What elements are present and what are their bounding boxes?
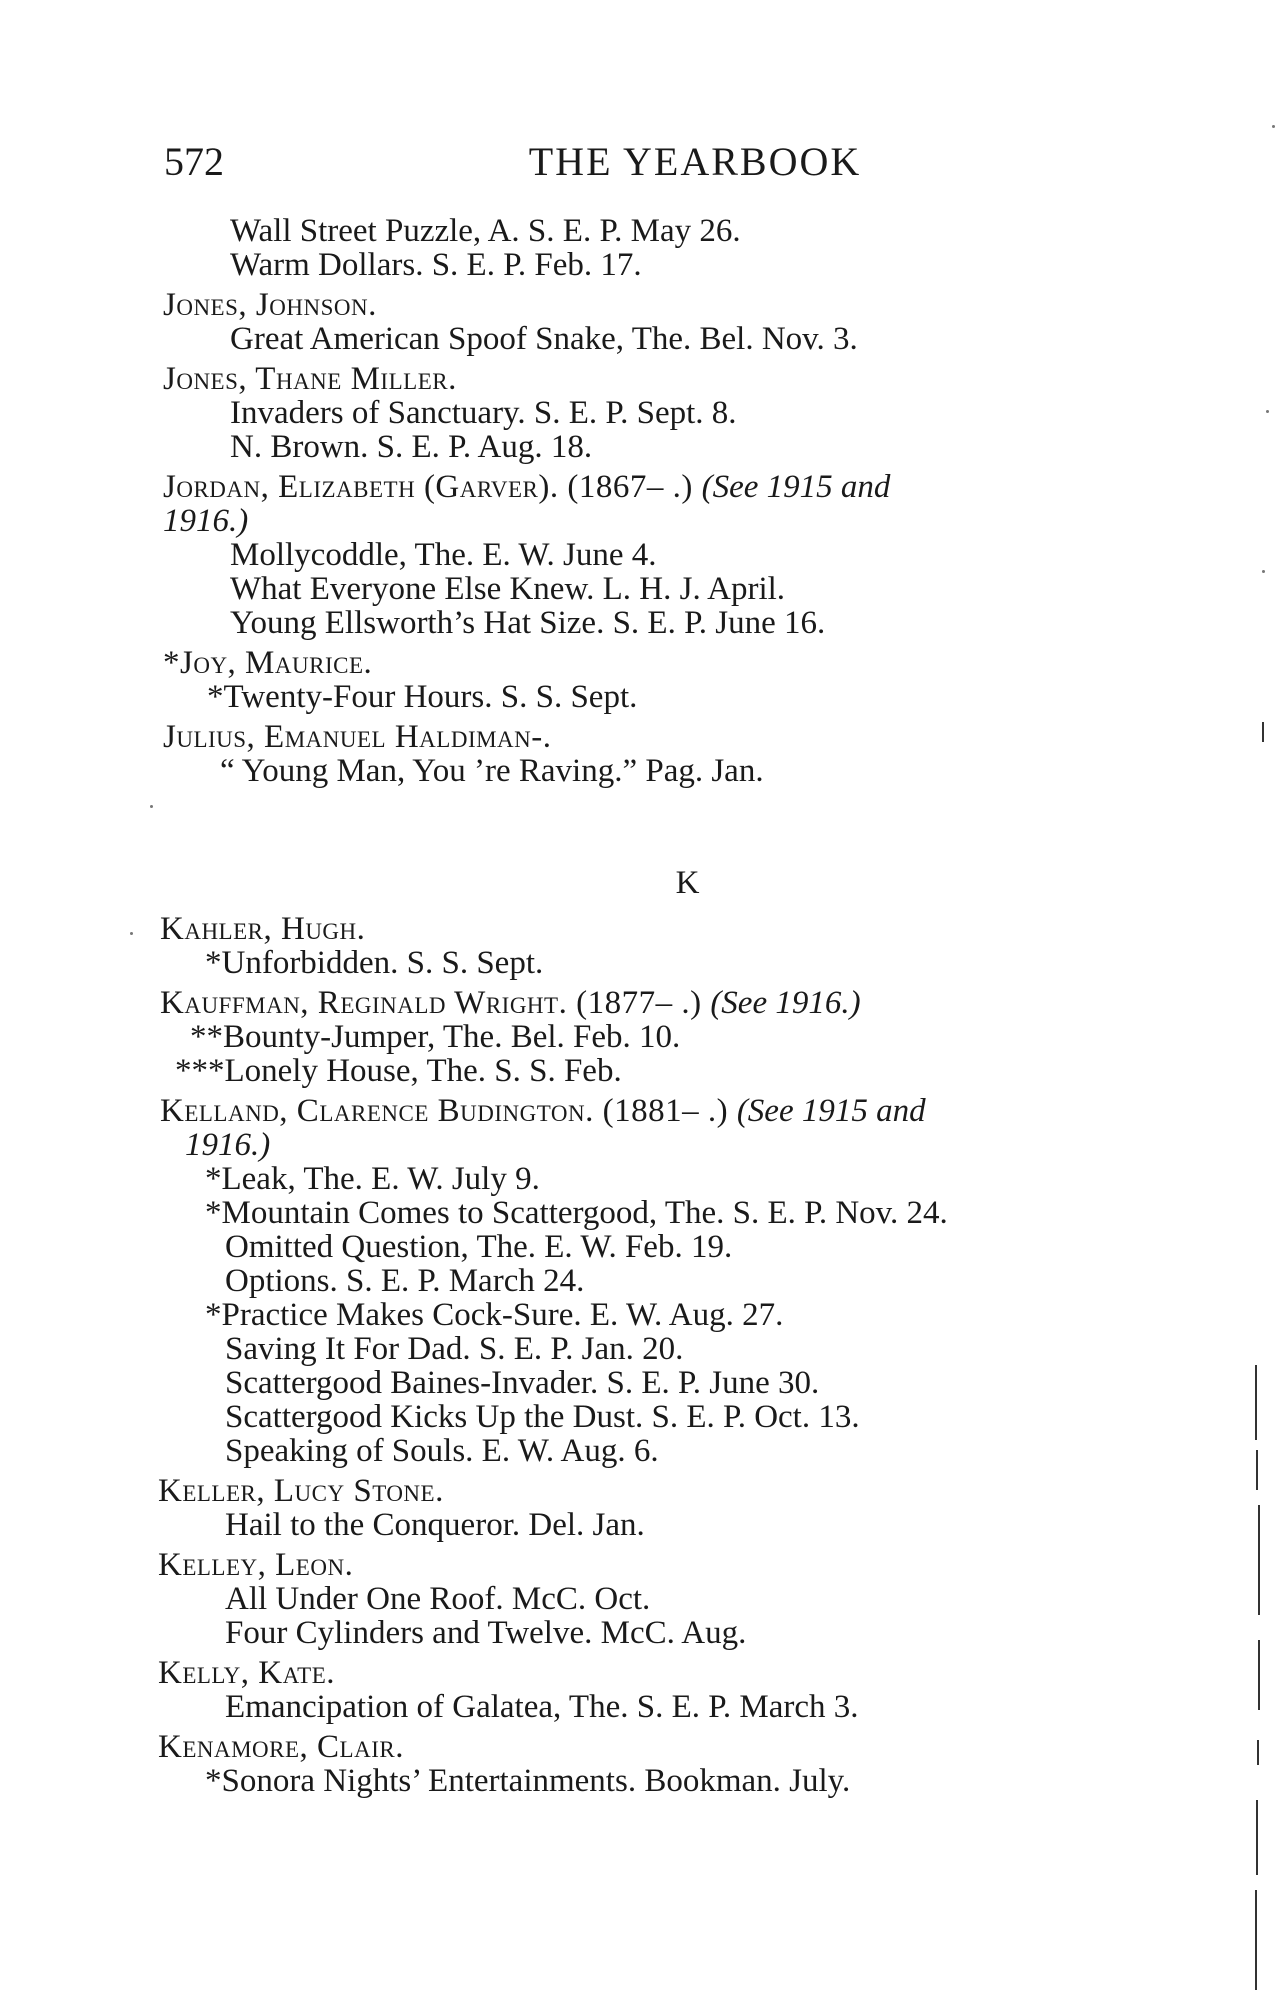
work-title: All Under One Roof. McC. Oct. xyxy=(225,1581,651,1617)
scan-mark xyxy=(1256,1800,1258,1875)
author-name: Kauffman, Reginald Wright. (1877– .) xyxy=(160,985,711,1021)
work-title: Speaking of Souls. E. W. Aug. 6. xyxy=(225,1433,659,1469)
author-line xyxy=(160,1093,926,1129)
author-line xyxy=(160,985,861,1021)
work-title: Scattergood Baines-Invader. S. E. P. June 30. xyxy=(225,1365,820,1401)
work-title: “ Young Man, You ’re Raving.” Pag. Jan. xyxy=(220,753,764,789)
scan-mark xyxy=(1255,1890,1257,1990)
author-see-also: (See 1916.) xyxy=(710,985,861,1021)
work-title: Wall Street Puzzle, A. S. E. P. May 26. xyxy=(230,213,741,249)
author-see-also: (See 1915 and xyxy=(701,469,891,505)
work-title: Four Cylinders and Twelve. McC. Aug. xyxy=(225,1615,747,1651)
work-title: Hail to the Conqueror. Del. Jan. xyxy=(225,1507,645,1543)
work-title: *Unforbidden. S. S. Sept. xyxy=(205,945,544,981)
section-letter: K xyxy=(675,865,700,901)
scan-mark xyxy=(1255,1365,1257,1440)
author-name: Jones, Johnson. xyxy=(163,287,377,323)
author-see-also-cont: 1916.) xyxy=(163,503,249,539)
work-title: **Bounty-Jumper, The. Bel. Feb. 10. xyxy=(190,1019,681,1055)
work-title: Options. S. E. P. March 24. xyxy=(225,1263,585,1299)
work-title: Invaders of Sanctuary. S. E. P. Sept. 8. xyxy=(230,395,737,431)
work-title: N. Brown. S. E. P. Aug. 18. xyxy=(230,429,593,465)
author-see-also-cont: 1916.) xyxy=(185,1127,271,1163)
work-title: *Leak, The. E. W. July 9. xyxy=(205,1161,540,1197)
work-title: ***Lonely House, The. S. S. Feb. xyxy=(175,1053,622,1089)
scan-mark xyxy=(1258,1505,1260,1615)
work-title: Mollycoddle, The. E. W. June 4. xyxy=(230,537,657,573)
work-title: *Sonora Nights’ Entertainments. Bookman. July. xyxy=(205,1763,851,1799)
work-title: Emancipation of Galatea, The. S. E. P. March 3. xyxy=(225,1689,859,1725)
work-title: *Twenty-Four Hours. S. S. Sept. xyxy=(207,679,638,715)
author-see-also: (See 1915 and xyxy=(736,1093,926,1129)
work-title: *Practice Makes Cock-Sure. E. W. Aug. 27. xyxy=(205,1297,784,1333)
scan-mark xyxy=(1262,722,1264,742)
work-title: Great American Spoof Snake, The. Bel. Nov. 3. xyxy=(230,321,858,357)
author-line xyxy=(163,469,890,505)
work-title: What Everyone Else Knew. L. H. J. April. xyxy=(230,571,786,607)
scan-speck xyxy=(1266,410,1269,413)
page-number: 572 xyxy=(164,139,224,184)
author-name: *Joy, Maurice. xyxy=(163,645,373,681)
scan-speck xyxy=(130,932,133,935)
author-name: Kelland, Clarence Budington. (1881– .) xyxy=(160,1093,737,1129)
scan-speck xyxy=(150,805,153,808)
author-name: Jordan, Elizabeth (Garver). (1867– .) xyxy=(163,469,702,505)
work-title: *Mountain Comes to Scattergood, The. S. E. P. Nov. 24. xyxy=(205,1195,948,1231)
work-title: Scattergood Kicks Up the Dust. S. E. P. Oct. 13. xyxy=(225,1399,860,1435)
page-header xyxy=(0,134,1277,184)
scan-mark xyxy=(1257,1740,1259,1765)
author-name: Kelly, Kate. xyxy=(158,1655,336,1691)
running-title: THE YEARBOOK xyxy=(528,139,862,184)
scan-mark xyxy=(1256,1450,1258,1490)
scan-speck xyxy=(1262,570,1265,573)
work-title: Warm Dollars. S. E. P. Feb. 17. xyxy=(230,247,642,283)
work-title: Saving It For Dad. S. E. P. Jan. 20. xyxy=(225,1331,684,1367)
author-name: Julius, Emanuel Haldiman-. xyxy=(163,719,552,755)
author-name: Jones, Thane Miller. xyxy=(163,361,457,397)
author-name: Kahler, Hugh. xyxy=(160,911,366,947)
work-title: Young Ellsworth’s Hat Size. S. E. P. June 16. xyxy=(230,605,826,641)
scan-speck xyxy=(1272,125,1275,128)
scan-mark xyxy=(1258,1640,1260,1710)
author-name: Kenamore, Clair. xyxy=(158,1729,404,1765)
author-name: Keller, Lucy Stone. xyxy=(158,1473,444,1509)
author-name: Kelley, Leon. xyxy=(158,1547,354,1583)
work-title: Omitted Question, The. E. W. Feb. 19. xyxy=(225,1229,733,1265)
